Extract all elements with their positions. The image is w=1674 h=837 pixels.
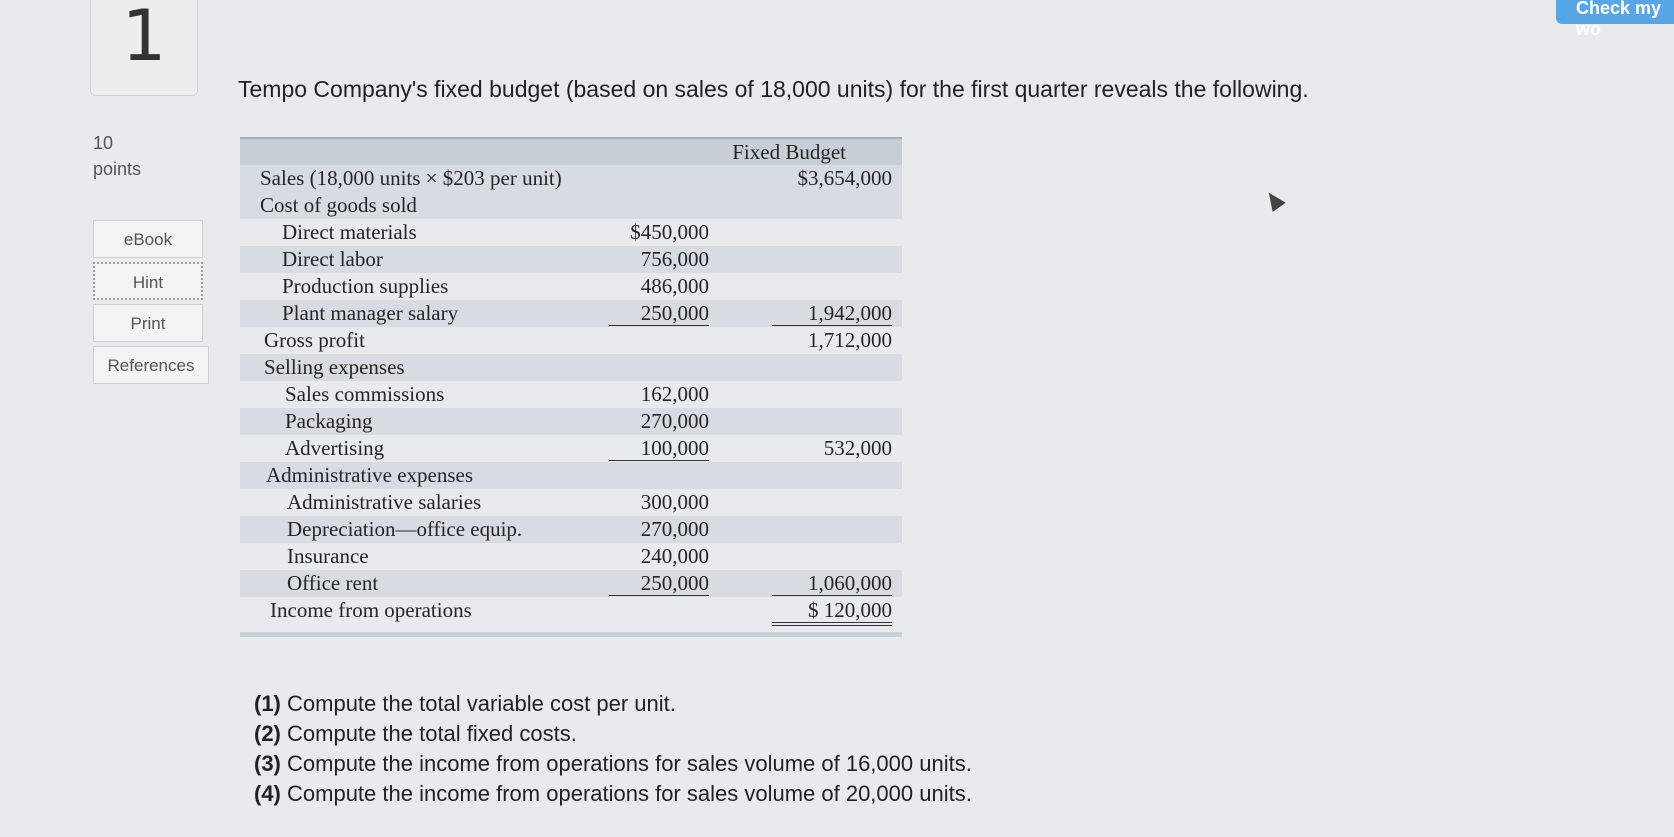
table-bottom-rule xyxy=(240,632,902,637)
budget-row-production-supplies xyxy=(240,273,902,300)
row-label: Income from operations xyxy=(270,598,472,622)
question-requirements xyxy=(254,689,972,809)
ebook-button[interactable]: eBook xyxy=(93,220,203,258)
budget-row-sales-commissions xyxy=(240,381,902,408)
budget-row-gross-profit xyxy=(240,327,902,354)
points-label: points xyxy=(93,159,142,179)
row-total: 1,942,000 xyxy=(772,301,892,326)
hint-button[interactable]: Hint xyxy=(93,262,203,300)
budget-row-administrative-expenses xyxy=(240,462,902,489)
row-label: Selling expenses xyxy=(264,355,405,379)
row-label: Packaging xyxy=(285,409,373,433)
question-number: 1 xyxy=(121,0,167,77)
budget-row-depreciation-office-equipment xyxy=(240,516,902,543)
row-label: Cost of goods sold xyxy=(260,193,417,217)
question-tools xyxy=(93,220,211,388)
points-value: 10 xyxy=(93,133,114,153)
row-label: Direct materials xyxy=(282,220,417,244)
budget-row-selling-expenses xyxy=(240,354,902,381)
row-total: 1,060,000 xyxy=(772,571,892,596)
requirement-4: (4) Compute the income from operations for sales volume of 20,000 units. xyxy=(254,781,972,806)
row-label: Sales commissions xyxy=(285,382,445,406)
print-button[interactable]: Print xyxy=(93,304,203,342)
row-total: $ 120,000 xyxy=(772,598,892,626)
question-number-box xyxy=(90,0,198,96)
references-button[interactable]: References xyxy=(93,346,209,384)
row-amount: 270,000 xyxy=(640,517,709,541)
budget-row-income-from-operations xyxy=(240,597,902,624)
row-label: Administrative salaries xyxy=(287,490,482,514)
row-label: Production supplies xyxy=(282,274,449,298)
budget-row-office-rent xyxy=(240,570,902,597)
row-amount: 250,000 xyxy=(609,301,709,326)
row-label: Advertising xyxy=(285,436,385,460)
row-label: Depreciation—office equip. xyxy=(287,517,523,541)
row-amount: 100,000 xyxy=(609,436,709,461)
budget-row-plant-manager-salary xyxy=(240,300,902,327)
fixed-budget-header xyxy=(240,137,902,165)
row-label: Direct labor xyxy=(282,247,383,271)
row-label: Administrative expenses xyxy=(266,463,474,487)
fixed-budget-table xyxy=(240,137,902,637)
row-amount: 300,000 xyxy=(640,490,709,514)
budget-row-direct-labor xyxy=(240,246,902,273)
question-prompt: Tempo Company's fixed budget (based on sales of 18,000 units) for the first quarter reveals the following. xyxy=(238,76,1309,102)
budget-row-insurance xyxy=(240,543,902,570)
requirement-2: (2) Compute the total fixed costs. xyxy=(254,721,577,746)
row-amount: 486,000 xyxy=(640,274,709,298)
row-total: 1,712,000 xyxy=(808,328,892,352)
budget-row-cost-of-goods-sold xyxy=(240,192,902,219)
fixed-budget-heading: Fixed Budget xyxy=(732,140,846,164)
budget-row-direct-materials xyxy=(240,219,902,246)
row-amount: $450,000 xyxy=(630,220,709,244)
budget-row-administrative-salaries xyxy=(240,489,902,516)
requirement-1: (1) Compute the total variable cost per unit. xyxy=(254,691,676,716)
points-indicator xyxy=(93,130,141,182)
row-total: 532,000 xyxy=(823,436,892,460)
row-amount: 162,000 xyxy=(640,382,709,406)
check-my-work-button[interactable]: Check my wo xyxy=(1556,0,1674,24)
row-label: Office rent xyxy=(287,571,379,595)
row-amount: 756,000 xyxy=(640,247,709,271)
budget-row-packaging xyxy=(240,408,902,435)
row-label: Gross profit xyxy=(264,328,365,352)
budget-row-advertising xyxy=(240,435,902,462)
requirement-3: (3) Compute the income from operations for sales volume of 16,000 units. xyxy=(254,751,972,776)
row-amount: 240,000 xyxy=(640,544,709,568)
row-total: $3,654,000 xyxy=(797,166,892,190)
row-label: Sales (18,000 units × $203 per unit) xyxy=(260,166,562,190)
row-amount: 250,000 xyxy=(609,571,709,596)
row-label: Plant manager salary xyxy=(282,301,459,325)
mouse-cursor-icon xyxy=(1262,188,1285,212)
row-amount: 270,000 xyxy=(640,409,709,433)
budget-row-sales xyxy=(240,165,902,192)
row-label: Insurance xyxy=(287,544,369,568)
